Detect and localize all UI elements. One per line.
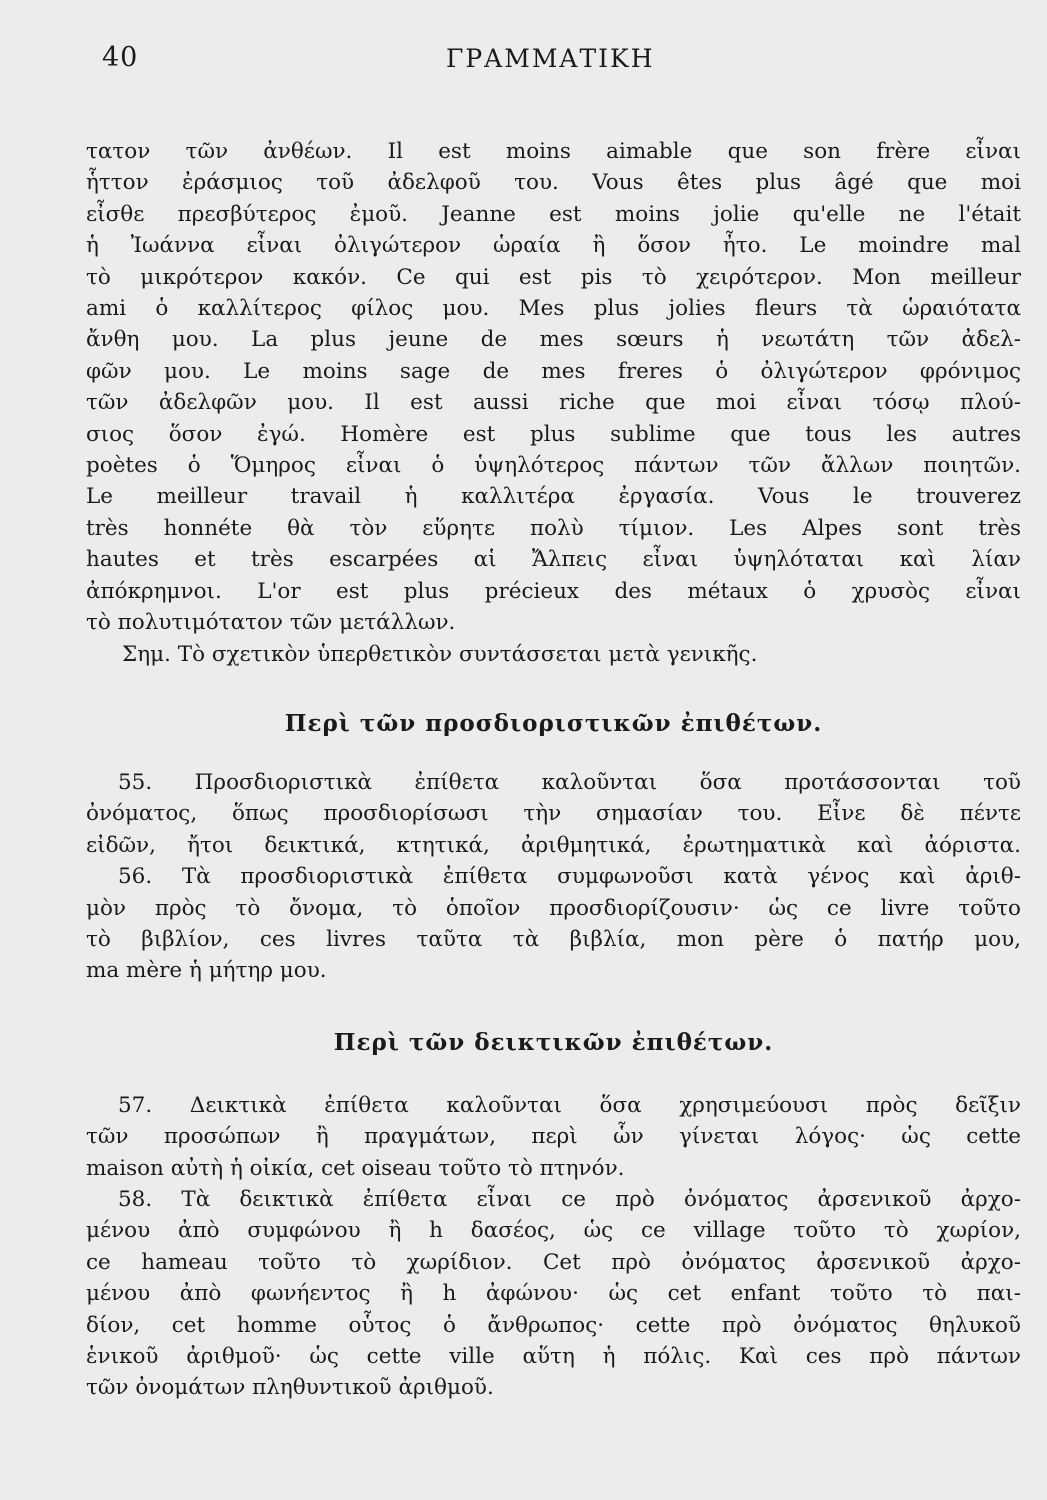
text-line: τὸ μικρότερον κακόν. Ce qui est pis τὸ χειρότερον. Mon meilleur bbox=[86, 264, 1021, 290]
section-heading-demonstrative: Περὶ τῶν δεικτικῶν ἐπιθέτων. bbox=[333, 1028, 774, 1056]
running-head: ΓΡΑΜΜΑΤΙΚΗ bbox=[446, 44, 655, 73]
text-line: ἑνικοῦ ἀριθμοῦ· ὡς cette ville αὕτη ἡ πόλις. Καὶ ces πρὸ πάντων bbox=[86, 1344, 1021, 1369]
text-line: τῶν προσώπων ἢ πραγμάτων, περὶ ὧν γίνεται λόγος· ὡς cette bbox=[86, 1124, 1021, 1150]
text-line: ce hameau τοῦτο τὸ χωρίδιον. Cet πρὸ ὀνόματος ἀρσενικοῦ ἀρχο- bbox=[86, 1249, 1021, 1275]
remark-line: Σημ. Τὸ σχετικὸν ὑπερθετικὸν συντάσσεται μετὰ γενικῆς. bbox=[122, 641, 758, 667]
text-line: σιος ὅσον ἐγώ. Homère est plus sublime que tous les autres bbox=[86, 421, 1021, 447]
text-line: ὀνόματος, ὅπως προσδιορίσωσι τὴν σημασίαν του. Εἶνε δὲ πέντε bbox=[86, 801, 1021, 827]
text-line: μὸν πρὸς τὸ ὄνομα, τὸ ὁποῖον προσδιορίζουσιν· ὡς ce livre τοῦτο bbox=[86, 895, 1021, 921]
section-heading-determinative: Περὶ τῶν προσδιοριστικῶν ἐπιθέτων. bbox=[284, 709, 823, 737]
text-line: τατον τῶν ἀνθέων. Il est moins aimable que son frère εἶναι bbox=[86, 139, 1021, 164]
text-line: εἶσθε πρεσβύτερος ἐμοῦ. Jeanne est moins jolie qu'elle ne l'était bbox=[86, 201, 1021, 227]
text-line: τῶν ἀδελφῶν μου. Il est aussi riche que moi εἶναι τόσῳ πλού- bbox=[86, 390, 1021, 416]
text-line: Le meilleur travail ἡ καλλιτέρα ἐργασία. Vous le trouverez bbox=[86, 484, 1021, 510]
text-line: ἄνθη μου. La plus jeune de mes sœurs ἡ νεωτάτη τῶν ἀδελ- bbox=[86, 327, 1021, 353]
page-header bbox=[86, 38, 1017, 78]
text-line: ἡ Ἰωάννα εἶναι ὀλιγώτερον ὡραία ἢ ὅσον ἦτο. Le moindre mal bbox=[86, 233, 1021, 259]
text-line: très honnéte θὰ τὸν εὕρητε πολὺ τίμιον. Les Alpes sont très bbox=[86, 515, 1021, 541]
text-line: 55. Προσδιοριστικὰ ἐπίθετα καλοῦνται ὅσα προτάσσονται τοῦ bbox=[118, 769, 1021, 795]
paragraph-57 bbox=[86, 1090, 1021, 1184]
text-line: τῶν ὀνομάτων πληθυντικοῦ ἀριθμοῦ. bbox=[86, 1375, 494, 1401]
text-line: μένου ἀπὸ φωνήεντος ἢ h ἀφώνου· ὡς cet enfant τοῦτο τὸ παι- bbox=[86, 1281, 1021, 1307]
text-line: 58. Τὰ δεικτικὰ ἐπίθετα εἶναι ce πρὸ ὀνόματος ἀρσενικοῦ ἀρχο- bbox=[118, 1186, 1021, 1212]
text-line: τὸ βιβλίον, ces livres ταῦτα τὰ βιβλία, mon père ὁ πατήρ μου, bbox=[86, 926, 1021, 952]
text-line: 57. Δεικτικὰ ἐπίθετα καλοῦνται ὅσα χρησιμεύουσι πρὸς δεῖξιν bbox=[118, 1092, 1021, 1118]
text-line: hautes et très escarpées αἱ Ἄλπεις εἶναι ὑψηλόταται καὶ λίαν bbox=[86, 547, 1021, 573]
text-line: maison αὐτὴ ἡ οἰκία, cet oiseau τοῦτο τὸ πτηνόν. bbox=[86, 1155, 625, 1181]
text-line: εἰδῶν, ἤτοι δεικτικά, κτητικά, ἀριθμητικά, ἐρωτηματικὰ καὶ ἀόριστα. bbox=[86, 832, 1021, 858]
text-line: μένου ἀπὸ συμφώνου ἢ h δασέος, ὡς ce village τοῦτο τὸ χωρίον, bbox=[86, 1218, 1021, 1244]
text-line: ma mère ἡ μήτηρ μου. bbox=[86, 958, 327, 984]
paragraph-56 bbox=[86, 861, 1021, 987]
text-line: poètes ὁ Ὅμηρος εἶναι ὁ ὑψηλότερος πάντων τῶν ἄλλων ποιητῶν. bbox=[86, 453, 1021, 479]
text-line: τὸ πολυτιμότατον τῶν μετάλλων. bbox=[86, 610, 456, 636]
text-line: ami ὁ καλλίτερος φίλος μου. Mes plus jolies fleurs τὰ ὡραιότατα bbox=[86, 296, 1021, 322]
intro-paragraph bbox=[86, 136, 1021, 670]
text-line: ἧττον ἐράσμιος τοῦ ἀδελφοῦ του. Vous êtes plus âgé que moi bbox=[86, 170, 1021, 196]
text-line: ἀπόκρημνοι. L'or est plus précieux des métaux ὁ χρυσὸς εἶναι bbox=[86, 578, 1021, 604]
page-number: 40 bbox=[102, 42, 139, 73]
text-line: 56. Τὰ προσδιοριστικὰ ἐπίθετα συμφωνοῦσι κατὰ γένος καὶ ἀριθ- bbox=[118, 864, 1021, 890]
paragraph-55 bbox=[86, 767, 1021, 861]
paragraph-58 bbox=[86, 1184, 1021, 1404]
text-line: φῶν μου. Le moins sage de mes freres ὁ ὀλιγώτερον φρόνιμος bbox=[86, 358, 1021, 384]
text-line: δίον, cet homme οὗτος ὁ ἄνθρωπος· cette πρὸ ὀνόματος θηλυκοῦ bbox=[86, 1312, 1021, 1338]
